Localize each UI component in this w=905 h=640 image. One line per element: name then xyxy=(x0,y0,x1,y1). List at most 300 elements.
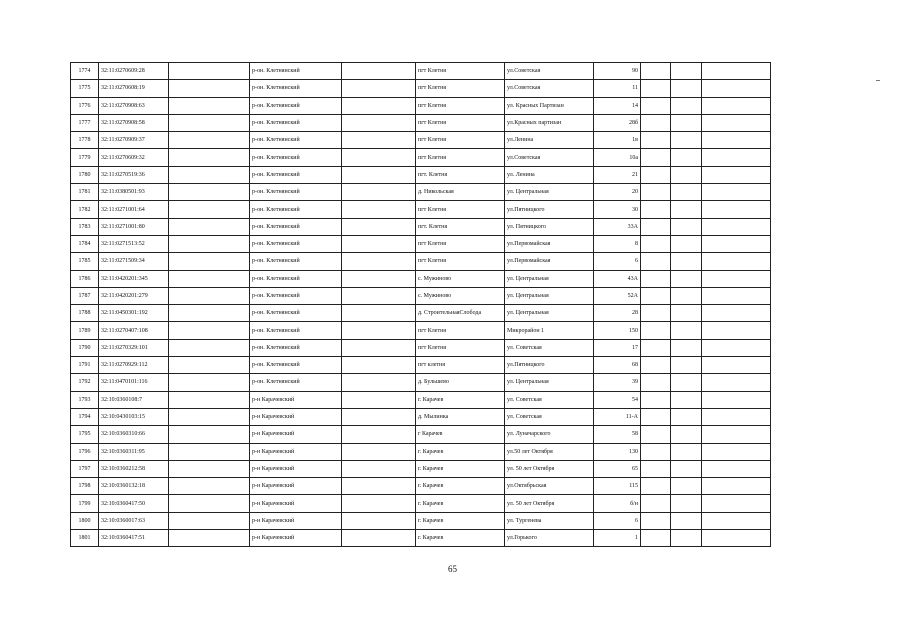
cell-empty-col xyxy=(169,391,250,408)
table-row xyxy=(71,426,771,443)
cell-empty-col xyxy=(641,512,671,529)
cell-empty-col xyxy=(169,408,250,425)
cell-street: ул. Советская xyxy=(505,391,594,408)
cell-empty-col xyxy=(671,305,702,322)
cell-empty-col xyxy=(641,184,671,201)
cell-street: ул.Горького xyxy=(505,530,594,547)
cell-district: р-н Карачевский xyxy=(250,530,342,547)
cell-house-number: 20 xyxy=(594,184,641,201)
cell-district: р-он. Клетнянский xyxy=(250,357,342,374)
cell-district: р-он. Клетнянский xyxy=(250,322,342,339)
table-row xyxy=(71,357,771,374)
cell-house-number: 28 xyxy=(594,305,641,322)
cell-empty-col xyxy=(671,149,702,166)
table-row xyxy=(71,287,771,304)
cell-row-number: 1792 xyxy=(71,374,99,391)
cell-row-number: 1781 xyxy=(71,184,99,201)
cell-empty-col xyxy=(671,530,702,547)
cell-street: ул.Первомайская xyxy=(505,253,594,270)
cell-settlement: г. Карачев xyxy=(416,391,505,408)
cell-street: ул. Центральная xyxy=(505,184,594,201)
table-row xyxy=(71,512,771,529)
cell-row-number: 1795 xyxy=(71,426,99,443)
cell-district: р-он. Клетнянский xyxy=(250,235,342,252)
cell-street: ул.Ленина xyxy=(505,132,594,149)
table-row xyxy=(71,235,771,252)
cell-settlement: с. Мужиново xyxy=(416,270,505,287)
cell-cadastral-number: 32:11:0270609:28 xyxy=(99,63,169,80)
cell-empty-col xyxy=(342,132,416,149)
cell-empty-col xyxy=(641,443,671,460)
cell-street: ул. Тургенева xyxy=(505,512,594,529)
table-row xyxy=(71,149,771,166)
cell-street: ул.Пятницкого xyxy=(505,201,594,218)
cell-settlement: д. Никольская xyxy=(416,184,505,201)
cell-house-number: 65 xyxy=(594,460,641,477)
cell-house-number: 52А xyxy=(594,287,641,304)
cell-empty-col xyxy=(169,287,250,304)
cell-settlement: пгт Клетня xyxy=(416,97,505,114)
cell-district: р-н Карачевский xyxy=(250,495,342,512)
cell-empty-col xyxy=(702,235,771,252)
cell-empty-col xyxy=(702,374,771,391)
cell-row-number: 1783 xyxy=(71,218,99,235)
cell-empty-col xyxy=(641,495,671,512)
cell-cadastral-number: 32:11:0270608:19 xyxy=(99,80,169,97)
cell-empty-col xyxy=(169,270,250,287)
scan-mark xyxy=(876,80,880,81)
cell-street: ул.Красных партизан xyxy=(505,114,594,131)
table-row xyxy=(71,305,771,322)
cell-street: ул.Первомайская xyxy=(505,235,594,252)
cell-empty-col xyxy=(671,374,702,391)
cell-house-number: 1 xyxy=(594,530,641,547)
cell-settlement: г Карачев xyxy=(416,426,505,443)
cell-street: ул. Центральная xyxy=(505,305,594,322)
cell-empty-col xyxy=(342,114,416,131)
cell-empty-col xyxy=(671,408,702,425)
cell-street: ул. Советская xyxy=(505,408,594,425)
cell-empty-col xyxy=(671,287,702,304)
cell-empty-col xyxy=(169,166,250,183)
cell-cadastral-number: 32:11:0380501:93 xyxy=(99,184,169,201)
table-row xyxy=(71,166,771,183)
cell-empty-col xyxy=(342,149,416,166)
cell-empty-col xyxy=(671,253,702,270)
cell-empty-col xyxy=(342,339,416,356)
cell-district: р-он. Клетнянский xyxy=(250,270,342,287)
cell-row-number: 1788 xyxy=(71,305,99,322)
cell-empty-col xyxy=(702,512,771,529)
cell-empty-col xyxy=(169,235,250,252)
cell-empty-col xyxy=(671,201,702,218)
cell-district: р-н Карачевский xyxy=(250,408,342,425)
cell-settlement: пгт Клетня xyxy=(416,253,505,270)
cell-row-number: 1778 xyxy=(71,132,99,149)
cell-cadastral-number: 32:10:0360417:50 xyxy=(99,495,169,512)
cell-empty-col xyxy=(169,184,250,201)
cell-empty-col xyxy=(671,132,702,149)
cell-empty-col xyxy=(702,460,771,477)
cell-empty-col xyxy=(342,235,416,252)
cell-empty-col xyxy=(702,305,771,322)
cell-empty-col xyxy=(342,166,416,183)
cell-empty-col xyxy=(641,149,671,166)
cell-empty-col xyxy=(169,495,250,512)
cell-empty-col xyxy=(671,460,702,477)
cell-settlement: пгт. Клетня xyxy=(416,166,505,183)
cell-empty-col xyxy=(671,426,702,443)
cell-cadastral-number: 32:11:0270908:63 xyxy=(99,97,169,114)
cell-house-number: 43А xyxy=(594,270,641,287)
cell-empty-col xyxy=(169,201,250,218)
cell-house-number: 1в xyxy=(594,132,641,149)
cell-empty-col xyxy=(169,374,250,391)
cell-empty-col xyxy=(342,184,416,201)
cell-empty-col xyxy=(169,443,250,460)
cell-cadastral-number: 32:10:0360311:95 xyxy=(99,443,169,460)
cell-empty-col xyxy=(169,218,250,235)
cell-empty-col xyxy=(671,512,702,529)
cell-district: р-он. Клетнянский xyxy=(250,305,342,322)
cell-empty-col xyxy=(641,132,671,149)
cell-empty-col xyxy=(641,408,671,425)
cell-house-number: 11 xyxy=(594,80,641,97)
cell-settlement: г. Карачев xyxy=(416,495,505,512)
cell-house-number: 28б xyxy=(594,114,641,131)
cell-street: ул.Советская xyxy=(505,149,594,166)
cell-district: р-н Карачевский xyxy=(250,512,342,529)
cell-empty-col xyxy=(641,235,671,252)
cell-empty-col xyxy=(702,149,771,166)
cell-cadastral-number: 32:11:0271001:80 xyxy=(99,218,169,235)
cell-cadastral-number: 32:10:0360310:66 xyxy=(99,426,169,443)
cell-district: р-он. Клетнянский xyxy=(250,114,342,131)
table-row xyxy=(71,253,771,270)
table-row xyxy=(71,443,771,460)
cell-district: р-он. Клетнянский xyxy=(250,339,342,356)
cell-district: р-он. Клетнянский xyxy=(250,80,342,97)
table-row xyxy=(71,80,771,97)
cell-house-number: 33А xyxy=(594,218,641,235)
table-row xyxy=(71,218,771,235)
cell-empty-col xyxy=(342,357,416,374)
cell-empty-col xyxy=(671,166,702,183)
table-row xyxy=(71,270,771,287)
cell-empty-col xyxy=(342,408,416,425)
cell-district: р-он. Клетнянский xyxy=(250,97,342,114)
cell-row-number: 1787 xyxy=(71,287,99,304)
table-row xyxy=(71,408,771,425)
cell-empty-col xyxy=(169,460,250,477)
cell-settlement: г. Карачев xyxy=(416,478,505,495)
cell-empty-col xyxy=(342,374,416,391)
cell-row-number: 1797 xyxy=(71,460,99,477)
cell-settlement: пгт Клетня xyxy=(416,114,505,131)
cell-empty-col xyxy=(702,408,771,425)
cell-empty-col xyxy=(702,114,771,131)
cell-empty-col xyxy=(641,253,671,270)
cell-empty-col xyxy=(169,149,250,166)
table-row xyxy=(71,201,771,218)
cell-empty-col xyxy=(702,357,771,374)
cell-row-number: 1786 xyxy=(71,270,99,287)
table-row xyxy=(71,391,771,408)
table-row xyxy=(71,339,771,356)
cell-cadastral-number: 32:11:0270329:101 xyxy=(99,339,169,356)
cell-empty-col xyxy=(641,426,671,443)
cell-settlement: пгт Клетня xyxy=(416,339,505,356)
cell-street: ул. Ленина xyxy=(505,166,594,183)
cell-settlement: пгт Клетня xyxy=(416,132,505,149)
cell-empty-col xyxy=(342,512,416,529)
cell-cadastral-number: 32:11:0270908:58 xyxy=(99,114,169,131)
cell-empty-col xyxy=(169,426,250,443)
cell-cadastral-number: 32:11:0270909:37 xyxy=(99,132,169,149)
cell-settlement: г. Карачев xyxy=(416,512,505,529)
table-row xyxy=(71,97,771,114)
cell-empty-col xyxy=(702,97,771,114)
cell-house-number: 150 xyxy=(594,322,641,339)
table-row xyxy=(71,374,771,391)
cell-empty-col xyxy=(169,339,250,356)
cell-empty-col xyxy=(342,426,416,443)
cell-row-number: 1790 xyxy=(71,339,99,356)
cell-empty-col xyxy=(702,426,771,443)
table-row xyxy=(71,63,771,80)
cell-house-number: 6 xyxy=(594,253,641,270)
cell-empty-col xyxy=(702,166,771,183)
table-row xyxy=(71,478,771,495)
cell-empty-col xyxy=(702,63,771,80)
cell-empty-col xyxy=(702,253,771,270)
cell-row-number: 1779 xyxy=(71,149,99,166)
cell-empty-col xyxy=(169,114,250,131)
cell-house-number: 90 xyxy=(594,63,641,80)
cell-empty-col xyxy=(671,80,702,97)
cell-empty-col xyxy=(342,305,416,322)
cell-empty-col xyxy=(641,287,671,304)
cell-cadastral-number: 32:11:0270609:32 xyxy=(99,149,169,166)
cell-house-number: 8 xyxy=(594,235,641,252)
page-number: 65 xyxy=(448,564,457,574)
cell-empty-col xyxy=(641,270,671,287)
cell-empty-col xyxy=(641,322,671,339)
cell-house-number: 39 xyxy=(594,374,641,391)
cell-street: ул.Октябрьская xyxy=(505,478,594,495)
cell-empty-col xyxy=(169,322,250,339)
cell-empty-col xyxy=(169,80,250,97)
cell-empty-col xyxy=(169,63,250,80)
cell-settlement: пгт Клетня xyxy=(416,235,505,252)
cell-district: р-он. Клетнянский xyxy=(250,63,342,80)
cell-house-number: 68 xyxy=(594,357,641,374)
cell-settlement: пгт Клетня xyxy=(416,322,505,339)
cell-settlement: с. Мужиново xyxy=(416,287,505,304)
cell-settlement: пгт. Клетня xyxy=(416,218,505,235)
cell-district: р-н Карачевский xyxy=(250,426,342,443)
cell-empty-col xyxy=(641,80,671,97)
cell-empty-col xyxy=(671,478,702,495)
cell-empty-col xyxy=(641,201,671,218)
cell-settlement: пгт клетня xyxy=(416,357,505,374)
cell-empty-col xyxy=(641,166,671,183)
cell-settlement: д. СтроительнаяСлобода xyxy=(416,305,505,322)
cell-cadastral-number: 32:11:0271509:34 xyxy=(99,253,169,270)
cell-district: р-н Карачевский xyxy=(250,460,342,477)
cell-empty-col xyxy=(702,218,771,235)
cell-district: р-он. Клетнянский xyxy=(250,184,342,201)
cell-empty-col xyxy=(641,63,671,80)
table-row xyxy=(71,114,771,131)
table-row xyxy=(71,322,771,339)
table-row xyxy=(71,530,771,547)
cell-row-number: 1796 xyxy=(71,443,99,460)
cell-street: ул. 50 лет Октября xyxy=(505,460,594,477)
table-row xyxy=(71,184,771,201)
cell-street: ул.50 лет Октября xyxy=(505,443,594,460)
cell-empty-col xyxy=(342,270,416,287)
cell-empty-col xyxy=(342,201,416,218)
cell-empty-col xyxy=(641,478,671,495)
cell-cadastral-number: 32:11:0420201:345 xyxy=(99,270,169,287)
cell-empty-col xyxy=(641,218,671,235)
cell-empty-col xyxy=(702,443,771,460)
cell-empty-col xyxy=(169,97,250,114)
cell-empty-col xyxy=(702,391,771,408)
cell-cadastral-number: 32:11:0470101:116 xyxy=(99,374,169,391)
cell-empty-col xyxy=(641,391,671,408)
cell-empty-col xyxy=(169,530,250,547)
cell-row-number: 1784 xyxy=(71,235,99,252)
cell-empty-col xyxy=(702,339,771,356)
cell-row-number: 1799 xyxy=(71,495,99,512)
cell-house-number: 58 xyxy=(594,426,641,443)
cell-house-number: 30 xyxy=(594,201,641,218)
cell-district: р-он. Клетнянский xyxy=(250,132,342,149)
cell-empty-col xyxy=(702,132,771,149)
cell-empty-col xyxy=(641,374,671,391)
cell-settlement: пгт Клетня xyxy=(416,80,505,97)
cell-cadastral-number: 32:11:0270929:112 xyxy=(99,357,169,374)
cell-district: р-он. Клетнянский xyxy=(250,149,342,166)
cell-empty-col xyxy=(671,114,702,131)
cell-house-number: 115 xyxy=(594,478,641,495)
cell-empty-col xyxy=(342,287,416,304)
cell-district: р-он. Клетнянский xyxy=(250,287,342,304)
cell-cadastral-number: 32:10:0360417:51 xyxy=(99,530,169,547)
cell-street: Микрорайон 1 xyxy=(505,322,594,339)
cell-empty-col xyxy=(671,357,702,374)
cell-house-number: 10а xyxy=(594,149,641,166)
cell-empty-col xyxy=(671,443,702,460)
cell-empty-col xyxy=(671,495,702,512)
cell-street: ул. 50 лет Октября xyxy=(505,495,594,512)
cell-row-number: 1801 xyxy=(71,530,99,547)
cell-house-number: 11-А xyxy=(594,408,641,425)
cell-cadastral-number: 32:10:0360108:7 xyxy=(99,391,169,408)
cell-empty-col xyxy=(169,512,250,529)
table-body xyxy=(71,63,771,547)
cell-empty-col xyxy=(702,287,771,304)
cell-cadastral-number: 32:11:0270407:108 xyxy=(99,322,169,339)
cell-settlement: пгт Клетня xyxy=(416,201,505,218)
cell-street: ул. Красных Партизан xyxy=(505,97,594,114)
cell-house-number: б/н xyxy=(594,495,641,512)
cell-settlement: г. Карачев xyxy=(416,443,505,460)
cell-empty-col xyxy=(342,218,416,235)
cell-row-number: 1785 xyxy=(71,253,99,270)
cell-street: ул. Пятницкого xyxy=(505,218,594,235)
cell-empty-col xyxy=(702,322,771,339)
cell-district: р-он. Клетнянский xyxy=(250,201,342,218)
cell-street: ул. Центральная xyxy=(505,287,594,304)
cell-street: ул. Центральная xyxy=(505,374,594,391)
cell-empty-col xyxy=(641,357,671,374)
cell-cadastral-number: 32:11:0271001:64 xyxy=(99,201,169,218)
cell-settlement: г. Карачев xyxy=(416,530,505,547)
cell-cadastral-number: 32:11:0420201:279 xyxy=(99,287,169,304)
cell-district: р-он. Клетнянский xyxy=(250,253,342,270)
cell-cadastral-number: 32:10:0360017:63 xyxy=(99,512,169,529)
cell-empty-col xyxy=(702,478,771,495)
cell-empty-col xyxy=(641,460,671,477)
cell-empty-col xyxy=(342,63,416,80)
cell-street: ул. Советская xyxy=(505,339,594,356)
cell-empty-col xyxy=(342,530,416,547)
cell-empty-col xyxy=(671,63,702,80)
cell-row-number: 1794 xyxy=(71,408,99,425)
table-row xyxy=(71,495,771,512)
cell-empty-col xyxy=(342,80,416,97)
cell-settlement: пгт Клетня xyxy=(416,63,505,80)
cell-cadastral-number: 32:10:0430103:15 xyxy=(99,408,169,425)
cell-cadastral-number: 32:10:0360212:58 xyxy=(99,460,169,477)
cell-empty-col xyxy=(342,253,416,270)
cell-row-number: 1789 xyxy=(71,322,99,339)
cell-district: р-н Карачевский xyxy=(250,478,342,495)
cell-cadastral-number: 32:10:0360132:18 xyxy=(99,478,169,495)
cell-row-number: 1774 xyxy=(71,63,99,80)
cell-empty-col xyxy=(671,270,702,287)
cell-empty-col xyxy=(169,132,250,149)
cell-empty-col xyxy=(169,357,250,374)
table-row xyxy=(71,460,771,477)
cell-empty-col xyxy=(641,305,671,322)
cell-row-number: 1793 xyxy=(71,391,99,408)
cell-row-number: 1782 xyxy=(71,201,99,218)
cell-empty-col xyxy=(702,270,771,287)
cell-cadastral-number: 32:11:0271513:52 xyxy=(99,235,169,252)
cell-settlement: г. Карачев xyxy=(416,460,505,477)
cell-settlement: д. Мылинка xyxy=(416,408,505,425)
cell-empty-col xyxy=(342,443,416,460)
cell-empty-col xyxy=(342,322,416,339)
cell-street: ул. Центральная xyxy=(505,270,594,287)
cell-row-number: 1800 xyxy=(71,512,99,529)
cell-street: ул.Советская xyxy=(505,63,594,80)
cell-row-number: 1776 xyxy=(71,97,99,114)
cell-empty-col xyxy=(641,530,671,547)
cell-empty-col xyxy=(671,235,702,252)
cell-street: ул.Советская xyxy=(505,80,594,97)
cell-house-number: 14 xyxy=(594,97,641,114)
cell-empty-col xyxy=(702,201,771,218)
cell-house-number: 130 xyxy=(594,443,641,460)
cell-district: р-он. Клетнянский xyxy=(250,374,342,391)
cell-empty-col xyxy=(671,391,702,408)
cell-empty-col xyxy=(671,97,702,114)
